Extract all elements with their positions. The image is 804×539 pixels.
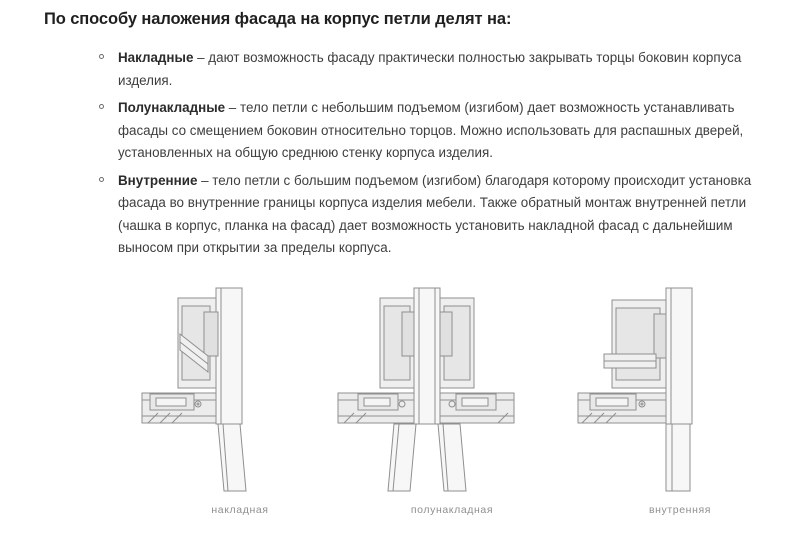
figure-caption: накладная (211, 504, 269, 516)
list-item-term: Внутренние (118, 172, 198, 188)
list-item-term: Полунакладные (118, 100, 226, 115)
list-item-text: – дают возможность фасаду практически полностью закрывать торцы боковин корпуса изделия. (118, 50, 742, 88)
list-item-text: – тело петли с большим подъемом (изгибом) благодаря которому происходит установка фасада во внутренние границы корпуса изделия мебели. Также обратный монтаж внутренней петли (чашка в корпус, планка на фасад) дает возможность установить накладной фасад с дальнейшим выносом при открытии за пределы корпуса. (118, 172, 752, 255)
bullet-icon (99, 177, 104, 182)
overlay-hinge-diagram (120, 276, 360, 506)
page-title: По способу наложения фасада на корпус петли делят на: (44, 10, 512, 28)
hinge-type-list (0, 47, 804, 260)
list-item (0, 47, 804, 92)
list-item-text: – тело петли с небольшим подъемом (изгибом) дает возможность устанавливать фасады со смещением боковин относительно торцов. Можно использовать для распашных дверей, установленных на общую среднюю стенку корпуса изделия. (118, 100, 744, 160)
figure-group (0, 276, 804, 526)
figure-half-overlay-hinge (332, 276, 572, 526)
figure-caption: внутренняя (648, 504, 712, 516)
half-overlay-hinge-diagram (332, 276, 572, 506)
figure-inset-hinge (560, 276, 800, 526)
list-item (0, 170, 804, 260)
inset-hinge-diagram (560, 276, 800, 506)
figure-overlay-hinge (120, 276, 360, 526)
list-item (0, 97, 804, 165)
list-item-term: Накладные (118, 50, 194, 65)
figure-caption: полунакладная (410, 504, 494, 516)
bullet-icon (99, 54, 104, 59)
bullet-icon (99, 104, 104, 109)
